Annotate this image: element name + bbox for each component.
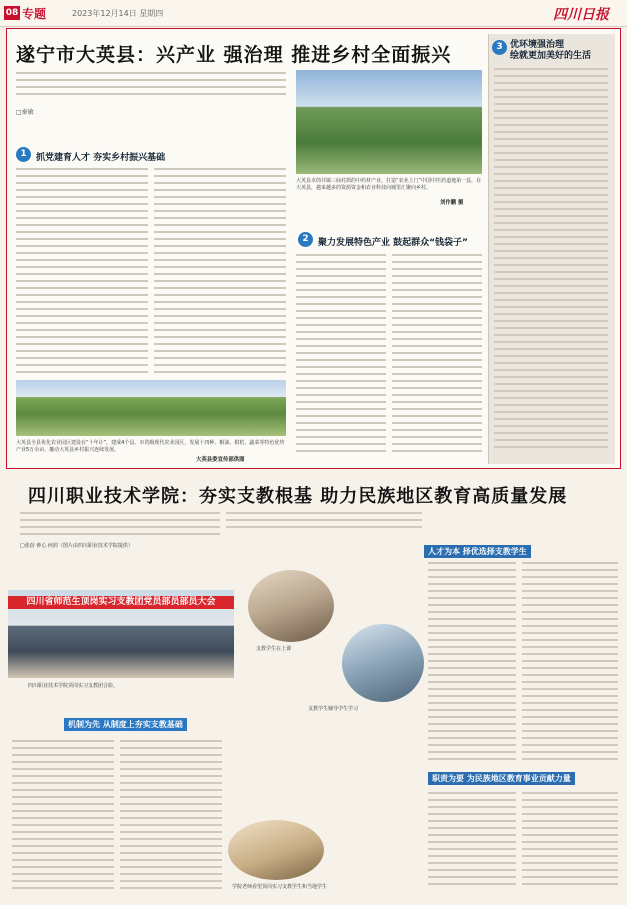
section1-column-b (154, 168, 286, 378)
page-number: 08 (5, 8, 19, 18)
story2-photo-class3-caption: 学院老师看望顶岗实习支教学生和当地学生 (232, 884, 328, 890)
story1-photo2-caption: 大英县全县优化农业园区建设在“十年计”，建成4个县、市省级现代农业园区，发展十四种、粮油、柑桔、蔬菜等特色优势产业5万余亩，撬动大英县乡村振兴连续发展。 (16, 440, 285, 453)
section3-badge: 3 (492, 40, 507, 55)
story1-photo1-caption: 大英县卓筒井镇三仙村抓的中药材产业，打造“农业上门”中国中医药道地第一县，在大英县，越来越多的资源资金和农业科技向城里汇聚向乡村。 (296, 178, 482, 191)
story2-tag-duty: 职责为要 为民族地区教育事业贡献力量 (428, 772, 575, 785)
issue-date: 2023年12月14日 星期四 (72, 9, 164, 18)
story2-tag-talent: 人才为本 择优选择支教学生 (424, 545, 531, 558)
story1-photo-farmland (16, 380, 286, 436)
story1-headline: 遂宁市大英县：兴产业 强治理 推进乡村全面振兴 (16, 44, 452, 66)
story2-right-col-a (428, 562, 516, 765)
story2-author: □张蓓 钟心 何润（图片由四川职业技术学院提供） (20, 543, 133, 549)
story2-right-col-b (522, 562, 618, 765)
section2-title: 聚力发展特色产业 鼓起群众“钱袋子” (318, 238, 468, 248)
section3-title: 优环境强治理 绘就更加美好的生活 (510, 40, 592, 61)
section1-column-a (16, 168, 148, 378)
section2-column-a (296, 254, 386, 457)
story2-banner: 四川省师范生顶岗实习支教团党员部员部员大会 (8, 596, 234, 609)
story1-lede (16, 72, 286, 100)
story2-photo-class2 (342, 624, 424, 702)
story2-duty-col-b (522, 792, 618, 890)
story2-duty-col-a (428, 792, 516, 890)
story2-headline: 四川职业技术学院：夯实支教根基 助力民族地区教育高质量发展 (28, 486, 568, 507)
section2-column-b (392, 254, 482, 457)
story2-photo-group-caption: 四川职业技术学院顶岗实习支教团合影。 (28, 683, 119, 689)
story2-tag-mechanism: 机制为先 从制度上夯实支教基础 (64, 718, 187, 731)
section2-badge: 2 (298, 232, 313, 247)
story2-photo-class2-caption: 支教学生辅导学生学习 (308, 706, 359, 712)
section1-badge: 1 (16, 147, 31, 162)
story2-photo-class1-caption: 支教学生在上课 (256, 646, 292, 652)
section-label: 专题 (22, 7, 47, 21)
newspaper-logo: 四川日报 (553, 7, 609, 23)
story2-mechanism-col-b (120, 740, 222, 894)
story1-photo-town (296, 70, 482, 174)
section1-title: 抓党建育人才 夯实乡村振兴基础 (36, 153, 166, 163)
story2-photo-class1 (248, 570, 334, 642)
story2-photo-class3 (228, 820, 324, 880)
story1-author: □秦敏 (16, 109, 34, 116)
story1-photo1-credit: 刘作鹏 摄 (440, 200, 464, 206)
story1-photo2-credit: 大英县委宣传部供图 (196, 457, 245, 463)
story2-mechanism-col-a (12, 740, 114, 894)
story2-lede (20, 512, 220, 540)
section3-text (494, 68, 608, 453)
story2-lede-b (226, 512, 422, 533)
